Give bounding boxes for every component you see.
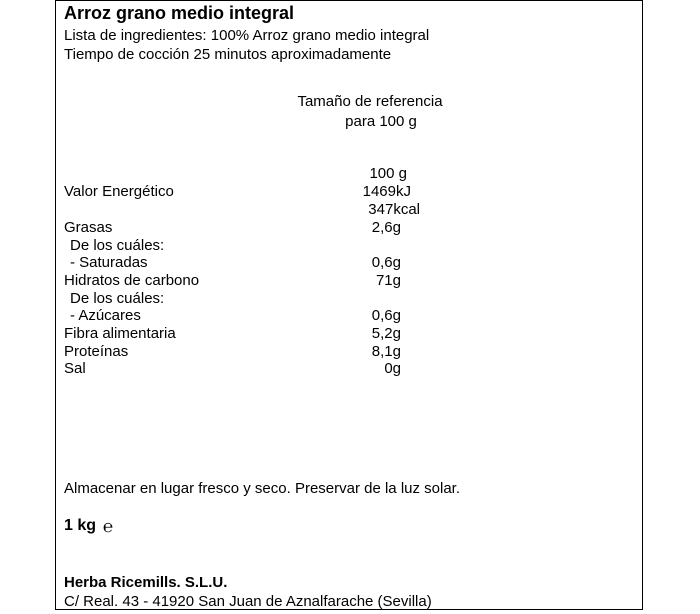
ingredients-list: Lista de ingredientes: 100% Arroz grano medio integral <box>64 27 430 44</box>
nutrient-label-fat: Grasas <box>64 219 113 236</box>
cooking-time: Tiempo de cocción 25 minutos aproximadamente <box>64 46 392 63</box>
energy-kcal-value: 347kcal <box>368 201 420 218</box>
reference-size-amount: para 100 g <box>345 113 417 130</box>
energy-kj-value: 1469kJ <box>362 183 411 200</box>
nutrient-label-sugars: - Azúcares <box>70 307 141 324</box>
energy-label: Valor Energético <box>64 183 174 200</box>
nutrient-label-of-which: De los cuáles: <box>70 290 165 307</box>
product-title: Arroz grano medio integral <box>64 3 295 23</box>
net-weight: 1 kg <box>64 517 97 534</box>
nutrient-value-carbohydrates: 71g <box>375 272 401 289</box>
nutrient-value-saturates: 0,6g <box>371 254 401 271</box>
nutrient-value-fat: 2,6g <box>371 219 401 236</box>
nutrient-value-fibre: 5,2g <box>371 325 401 342</box>
company-name: Herba Ricemills. S.L.U. <box>64 574 228 591</box>
nutrient-value-protein: 8,1g <box>371 343 401 360</box>
nutrient-label-saturates: - Saturadas <box>70 254 148 271</box>
nutrient-label-protein: Proteínas <box>64 343 129 360</box>
reference-size-label: Tamaño de referencia <box>297 93 443 110</box>
column-header: 100 g <box>369 165 407 182</box>
nutrient-label-fibre: Fibra alimentaria <box>64 325 176 342</box>
nutrient-label-carbohydrates: Hidratos de carbono <box>64 272 200 289</box>
storage-instructions: Almacenar en lugar fresco y seco. Preservar de la luz solar. <box>64 480 461 497</box>
nutrient-label-salt: Sal <box>64 360 86 377</box>
estimated-sign-icon: ℮ <box>103 517 114 536</box>
nutrient-label-of-which: De los cuáles: <box>70 237 165 254</box>
nutrient-value-sugars: 0,6g <box>371 307 401 324</box>
nutrient-value-salt: 0g <box>384 360 401 377</box>
company-address: C/ Real. 43 - 41920 San Juan de Aznalfarache (Sevilla) <box>64 593 432 610</box>
